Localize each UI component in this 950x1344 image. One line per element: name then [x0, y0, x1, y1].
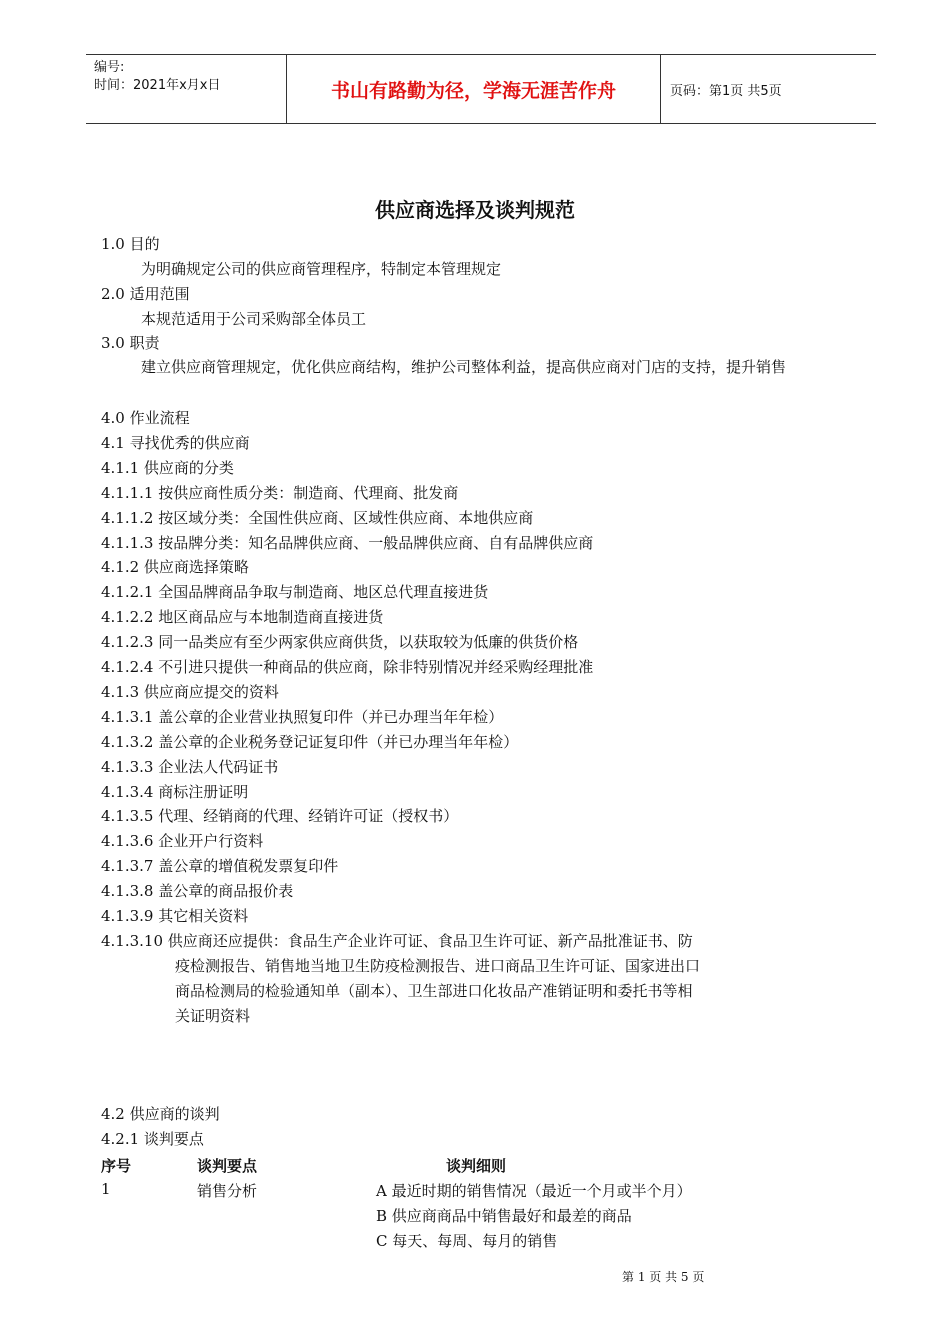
section-heading: 4.0 作业流程	[101, 409, 190, 427]
document-title: 供应商选择及谈判规范	[375, 198, 575, 222]
page-header	[86, 54, 876, 124]
section-heading: 4.1 寻找优秀的供应商	[101, 434, 250, 452]
list-item: 4.1.3.6 企业开户行资料	[101, 832, 264, 850]
list-item-continuation: 关证明资料	[175, 1007, 251, 1025]
section-heading: 3.0 职责	[101, 334, 160, 352]
list-item: 4.1.3.7 盖公章的增值税发票复印件	[101, 857, 339, 875]
serial-label: 编号:	[94, 60, 125, 75]
list-item: 4.1.1.2 按区域分类：全国性供应商、区域性供应商、本地供应商	[101, 509, 534, 527]
paragraph: 本规范适用于公司采购部全体员工	[141, 310, 367, 328]
list-item: 4.1.3.9 其它相关资料	[101, 907, 249, 925]
list-item-continuation: 疫检测报告、销售地当地卫生防疫检测报告、进口商品卫生许可证、国家进出口	[175, 957, 701, 975]
table-cell-detail: C 每天、每周、每月的销售	[376, 1232, 558, 1250]
table-header-point: 谈判要点	[197, 1157, 258, 1175]
table-header-no: 序号	[101, 1157, 132, 1175]
table-cell-point: 销售分析	[197, 1182, 258, 1200]
section-heading: 4.2.1 谈判要点	[101, 1130, 204, 1148]
section-heading: 4.1.2 供应商选择策略	[101, 558, 249, 576]
section-heading: 4.1.3 供应商应提交的资料	[101, 683, 279, 701]
list-item: 4.1.1.3 按品牌分类：知名品牌供应商、一般品牌供应商、自有品牌供应商	[101, 534, 594, 552]
section-heading: 1.0 目的	[101, 235, 160, 253]
list-item: 4.1.2.4 不引进只提供一种商品的供应商，除非特别情况并经采购经理批准	[101, 658, 594, 676]
paragraph: 为明确规定公司的供应商管理程序，特制定本管理规定	[141, 260, 502, 278]
table-cell-detail: A 最近时期的销售情况（最近一个月或半个月）	[376, 1182, 692, 1200]
header-motto: 书山有路勤为径，学海无涯苦作舟	[330, 79, 616, 102]
table-cell-no: 1	[101, 1180, 111, 1198]
page-footer: 第 1 页 共 5 页	[622, 1270, 705, 1284]
list-item: 4.1.3.8 盖公章的商品报价表	[101, 882, 294, 900]
section-heading: 4.2 供应商的谈判	[101, 1105, 220, 1123]
list-item: 4.1.2.2 地区商品应与本地制造商直接进货	[101, 608, 384, 626]
table-header-detail: 谈判细则	[446, 1157, 507, 1175]
list-item-continuation: 商品检测局的检验通知单（副本）、卫生部进口化妆品产准销证明和委托书等相	[175, 982, 693, 1000]
list-item: 4.1.2.1 全国品牌商品争取与制造商、地区总代理直接进货	[101, 583, 489, 601]
list-item: 4.1.3.2 盖公章的企业税务登记证复印件（并已办理当年年检）	[101, 733, 519, 751]
page-info: 页码：第1页 共5页	[670, 83, 782, 99]
list-item: 4.1.3.1 盖公章的企业营业执照复印件（并已办理当年年检）	[101, 708, 504, 726]
list-item: 4.1.1.1 按供应商性质分类：制造商、代理商、批发商	[101, 484, 459, 502]
list-item: 4.1.3.4 商标注册证明	[101, 783, 249, 801]
header-meta	[94, 59, 286, 119]
table-cell-detail: B 供应商商品中销售最好和最差的商品	[376, 1207, 632, 1225]
list-item: 4.1.3.3 企业法人代码证书	[101, 758, 279, 776]
paragraph: 建立供应商管理规定，优化供应商结构，维护公司整体利益，提高供应商对门店的支持，提升销售	[141, 358, 787, 376]
list-item: 4.1.3.5 代理、经销商的代理、经销许可证（授权书）	[101, 807, 459, 825]
section-heading: 2.0 适用范围	[101, 285, 190, 303]
header-divider	[660, 55, 661, 123]
section-heading: 4.1.1 供应商的分类	[101, 459, 234, 477]
list-item: 4.1.2.3 同一品类应有至少两家供应商供货，以获取较为低廉的供货价格	[101, 633, 579, 651]
list-item: 4.1.3.10 供应商还应提供：食品生产企业许可证、食品卫生许可证、新产品批准证书、防	[101, 932, 693, 950]
time-label: 时间：2021年x月x日	[94, 78, 221, 93]
